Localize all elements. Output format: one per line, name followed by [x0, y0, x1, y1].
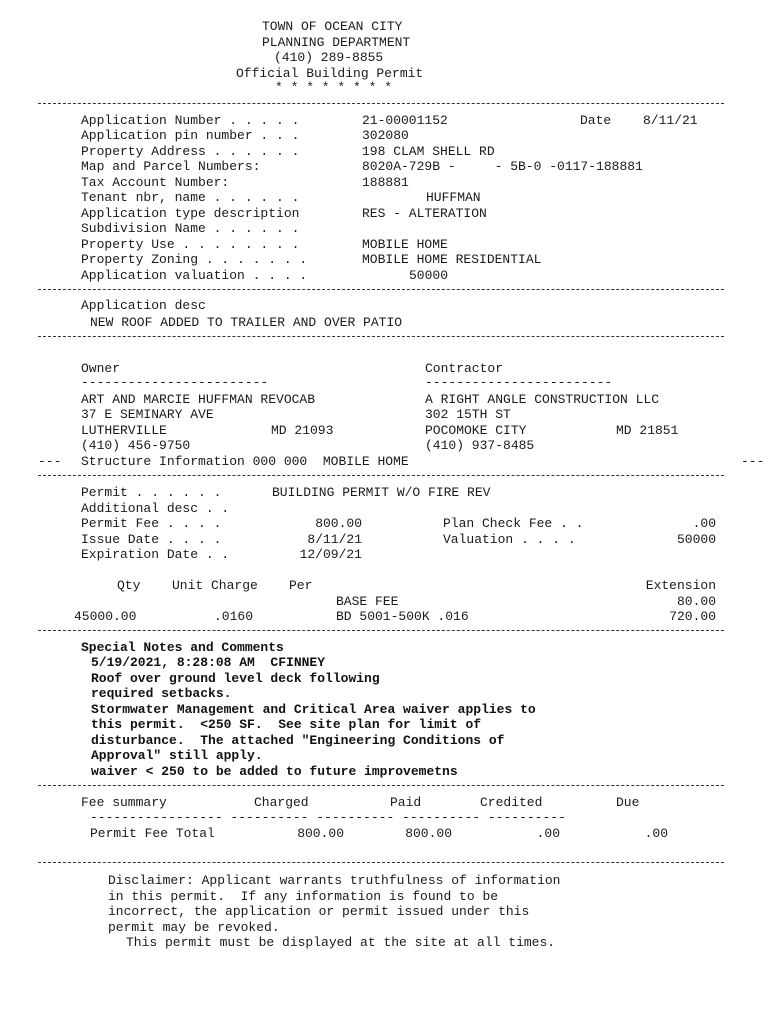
fee-row-qty: 45000.00 — [74, 609, 137, 624]
fee-summary-row-credited: .00 — [536, 826, 560, 841]
fee-summary-row-charged: 800.00 — [297, 826, 344, 841]
map-parcel-label: Map and Parcel Numbers: — [81, 159, 261, 174]
property-zoning-value: MOBILE HOME RESIDENTIAL — [362, 252, 542, 267]
application-desc-value: NEW ROOF ADDED TO TRAILER AND OVER PATIO — [90, 315, 403, 330]
property-zoning-label: Property Zoning . . . . . . . — [81, 252, 308, 267]
divider — [38, 862, 724, 863]
fee-summary-due-header: Due — [616, 795, 640, 810]
owner-street: 37 E SEMINARY AVE — [81, 407, 214, 422]
contractor-phone: (410) 937-8485 — [425, 438, 535, 453]
per-header: Per — [289, 578, 313, 593]
fee-row-extension: 720.00 — [669, 609, 716, 624]
disclaimer-line: permit may be revoked. — [108, 920, 280, 935]
fee-summary-row-due: .00 — [644, 826, 668, 841]
note-line: waiver < 250 to be added to future improvemetns — [91, 764, 458, 779]
additional-desc-label: Additional desc . . — [81, 501, 230, 516]
contractor-state-zip: MD 21851 — [616, 423, 679, 438]
divider — [38, 630, 724, 631]
divider — [38, 475, 724, 476]
application-type-label: Application type description — [81, 206, 300, 221]
issue-date-label: Issue Date . . . . — [81, 532, 222, 547]
contractor-city: POCOMOKE CITY — [425, 423, 527, 438]
date-value: 8/11/21 — [643, 113, 698, 128]
permit-fee-value: 800.00 — [315, 516, 362, 531]
note-line: Approval" still apply. — [91, 748, 263, 763]
valuation-label: Valuation . . . . — [443, 532, 576, 547]
note-line: Roof over ground level deck following — [91, 671, 380, 686]
fee-row-extension: 80.00 — [676, 594, 716, 609]
property-address-label: Property Address . . . . . . — [81, 144, 300, 159]
owner-city: LUTHERVILLE — [81, 423, 167, 438]
date-label: Date — [580, 113, 612, 128]
fee-summary-underline: ----------------- ---------- ---------- ---------- ---------- — [90, 810, 566, 825]
plan-check-fee-value: .00 — [692, 516, 716, 531]
structure-trail-dashes: --- — [741, 454, 765, 469]
disclaimer-line: incorrect, the application or permit issued under this — [108, 904, 530, 919]
note-line: Stormwater Management and Critical Area waiver applies to — [91, 702, 536, 717]
header-stars: * * * * * * * * — [275, 80, 393, 95]
fee-summary-credited-header: Credited — [480, 795, 543, 810]
application-number-value: 21-00001152 — [362, 113, 448, 128]
structure-information: Structure Information 000 000 MOBILE HOME — [81, 454, 409, 469]
issue-date-value: 8/11/21 — [307, 532, 362, 547]
permit-label: Permit . . . . . . — [81, 485, 222, 500]
owner-heading: Owner — [81, 361, 121, 376]
structure-lead-dashes: --- — [38, 454, 62, 469]
owner-phone: (410) 456-9750 — [81, 438, 191, 453]
divider — [38, 336, 724, 337]
disclaimer-line: Disclaimer: Applicant warrants truthfulness of information — [108, 873, 561, 888]
extension-header: Extension — [645, 578, 716, 593]
permit-value: BUILDING PERMIT W/O FIRE REV — [272, 485, 491, 500]
header-department: PLANNING DEPARTMENT — [262, 35, 411, 50]
tax-account-value: 188881 — [362, 175, 409, 190]
plan-check-fee-label: Plan Check Fee . . — [443, 516, 584, 531]
application-valuation-label: Application valuation . . . . — [81, 268, 308, 283]
header-town: TOWN OF OCEAN CITY — [262, 19, 403, 34]
owner-underline: ------------------------ — [81, 375, 269, 390]
fee-row-per: BD 5001-500K .016 — [336, 609, 469, 624]
fee-summary-paid-header: Paid — [390, 795, 422, 810]
display-notice: This permit must be displayed at the site at all times. — [126, 935, 556, 950]
fee-summary-row-paid: 800.00 — [405, 826, 452, 841]
subdivision-label: Subdivision Name . . . . . . — [81, 221, 300, 236]
tenant-value: HUFFMAN — [426, 190, 481, 205]
permit-fee-label: Permit Fee . . . . — [81, 516, 222, 531]
fee-summary-charged-header: Charged — [254, 795, 309, 810]
valuation-value: 50000 — [676, 532, 716, 547]
application-desc-label: Application desc — [81, 298, 206, 313]
note-line: 5/19/2021, 8:28:08 AM CFINNEY — [91, 655, 326, 670]
note-line: required setbacks. — [91, 686, 232, 701]
property-use-value: MOBILE HOME — [362, 237, 448, 252]
unit-charge-header: Unit Charge — [172, 578, 258, 593]
fee-row-per: BASE FEE — [336, 594, 399, 609]
qty-header: Qty — [117, 578, 141, 593]
contractor-heading: Contractor — [425, 361, 504, 376]
property-address-value: 198 CLAM SHELL RD — [362, 144, 495, 159]
contractor-name: A RIGHT ANGLE CONSTRUCTION LLC — [425, 392, 660, 407]
divider — [38, 289, 724, 290]
fee-summary-label-header: Fee summary — [81, 795, 167, 810]
fee-row-unit-charge: .0160 — [214, 609, 254, 624]
application-number-label: Application Number . . . . . — [81, 113, 300, 128]
application-type-value: RES - ALTERATION — [362, 206, 487, 221]
fee-summary-row-label: Permit Fee Total — [90, 826, 215, 841]
tax-account-label: Tax Account Number: — [81, 175, 230, 190]
divider — [38, 103, 724, 104]
divider — [38, 785, 724, 786]
header-phone: (410) 289-8855 — [274, 50, 384, 65]
contractor-underline: ------------------------ — [425, 375, 613, 390]
tenant-label: Tenant nbr, name . . . . . . — [81, 190, 300, 205]
property-use-label: Property Use . . . . . . . . — [81, 237, 300, 252]
disclaimer-line: in this permit. If any information is found to be — [108, 889, 499, 904]
note-line: disturbance. The attached "Engineering Conditions of — [91, 733, 505, 748]
pin-label: Application pin number . . . — [81, 128, 300, 143]
owner-name: ART AND MARCIE HUFFMAN REVOCAB — [81, 392, 316, 407]
owner-state-zip: MD 21093 — [271, 423, 334, 438]
note-line: this permit. <250 SF. See site plan for limit of — [91, 717, 482, 732]
special-notes-heading: Special Notes and Comments — [81, 640, 284, 655]
map-parcel-value: 8020A-729B - - 5B-0 -0117-188881 — [362, 159, 643, 174]
contractor-street: 302 15TH ST — [425, 407, 511, 422]
expiration-date-label: Expiration Date . . — [81, 547, 230, 562]
expiration-date-value: 12/09/21 — [299, 547, 362, 562]
pin-value: 302080 — [362, 128, 409, 143]
application-valuation-value: 50000 — [409, 268, 449, 283]
header-title: Official Building Permit — [236, 66, 424, 81]
